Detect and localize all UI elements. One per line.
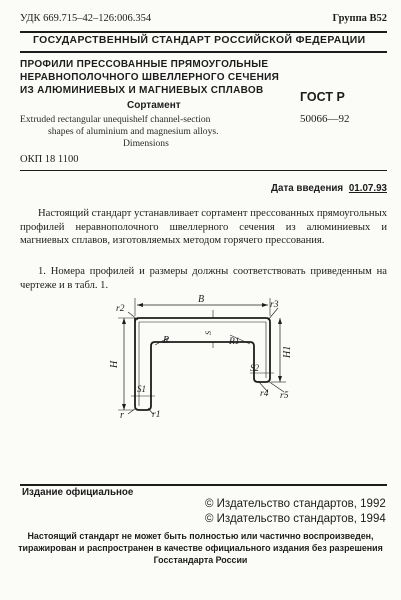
title-line-1: ПРОФИЛИ ПРЕССОВАННЫЕ ПРЯМОУГОЛЬНЫЕ xyxy=(20,59,269,70)
paragraph-dimensions: 1. Номера профилей и размеры должны соответствовать приведенным на чертеже и в табл. 1. xyxy=(20,266,387,291)
label-R1: R1 xyxy=(229,337,240,347)
gost-number: 50066—92 xyxy=(300,113,350,125)
copyright-1992: © Издательство стандартов, 1992 xyxy=(205,498,386,510)
intro-date-label: Дата введения xyxy=(271,183,344,194)
group-code: Группа В52 xyxy=(332,13,387,24)
intro-date-value: 01.07.93 xyxy=(348,183,387,194)
paragraph-scope: Настоящий стандарт устанавливает сортамент прессованных прямоугольных профилей неравнополочного швеллерного сечения из алюминиевых и магниевых сплавов, изготовляемых методом горячего прессования. xyxy=(20,208,387,246)
label-r2: r2 xyxy=(116,304,125,314)
label-r1: r1 xyxy=(152,410,161,420)
title-line-2: НЕРАВНОПОЛОЧНОГО ШВЕЛЛЕРНОГО СЕЧЕНИЯ xyxy=(20,72,280,83)
copyright-1994: © Издательство стандартов, 1994 xyxy=(205,513,386,525)
notice-line-1: Настоящий стандарт не может быть полностью или частично воспроизведен, xyxy=(27,531,374,541)
label-H: H xyxy=(109,360,120,368)
english-title-line-2: shapes of aluminium and magnesium alloys. xyxy=(48,126,219,137)
label-S1: S1 xyxy=(137,384,146,394)
title-rule xyxy=(20,170,387,171)
intro-date xyxy=(271,183,387,194)
footer-rule xyxy=(20,484,387,486)
heading-rule xyxy=(20,51,387,53)
label-B: B xyxy=(198,294,205,305)
label-S2: S2 xyxy=(250,363,259,373)
udk-code: УДК 669.715–42–126:006.354 xyxy=(20,13,152,24)
label-r5: r5 xyxy=(280,391,289,401)
top-rule xyxy=(20,31,387,33)
okp-code: ОКП 18 1100 xyxy=(20,154,79,165)
label-r3: r3 xyxy=(270,300,279,310)
english-title-line-1: Extruded rectangular unequishelf channel-section xyxy=(20,114,211,125)
state-standard-heading: ГОСУДАРСТВЕННЫЙ СТАНДАРТ РОССИЙСКОЙ ФЕДЕРАЦИИ xyxy=(33,35,366,46)
label-H1: H1 xyxy=(282,345,293,358)
title-line-3: ИЗ АЛЮМИНИЕВЫХ И МАГНИЕВЫХ СПЛАВОВ xyxy=(20,85,264,96)
label-S: S xyxy=(204,331,213,335)
gost-label: ГОСТ Р xyxy=(300,90,345,104)
label-R: R xyxy=(163,335,170,346)
label-r4: r4 xyxy=(260,389,269,399)
english-title-line-3: Dimensions xyxy=(123,138,169,149)
notice-line-2: тиражирован и распространен в качестве официального издания без разрешения xyxy=(18,543,383,553)
official-edition: Издание официальное xyxy=(22,487,134,498)
label-r: r xyxy=(120,410,124,421)
notice-line-3: Госстандарта России xyxy=(153,555,248,565)
subtitle: Сортамент xyxy=(127,100,181,111)
